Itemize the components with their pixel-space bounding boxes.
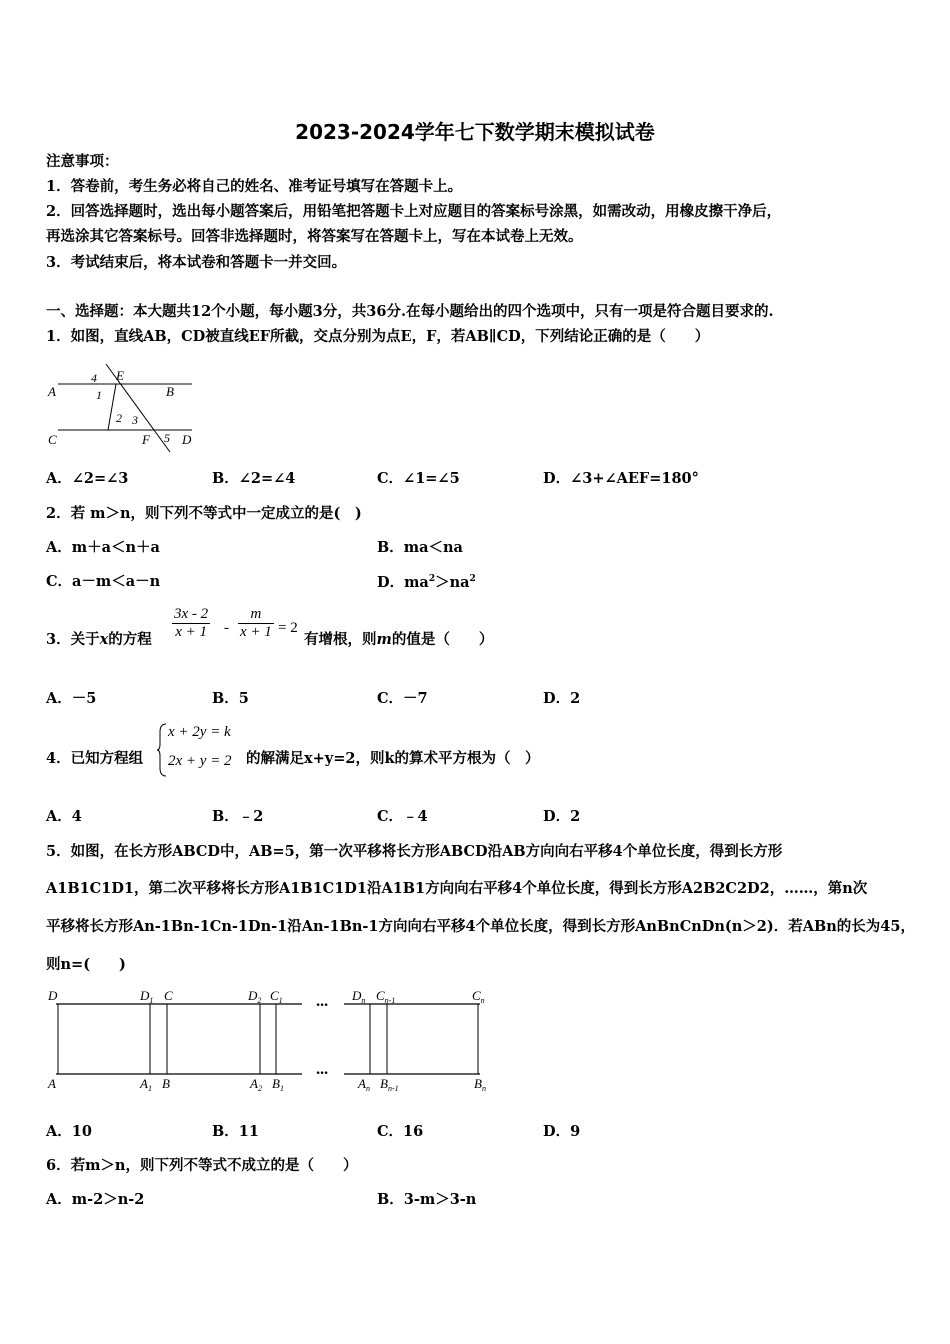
q2-option-a[interactable]: A．m＋a＜n＋a <box>46 539 160 556</box>
q3-suffix1: 有增根，则 <box>304 631 377 648</box>
q4-option-c[interactable]: C．﹣4 <box>377 808 428 825</box>
superscript: 2 <box>428 574 436 584</box>
q2-option-d[interactable] <box>377 575 476 591</box>
q5-option-c[interactable]: C．16 <box>377 1123 424 1140</box>
notice-heading: 注意事项： <box>46 153 119 170</box>
q3-frac1-den: x + 1 <box>172 623 210 641</box>
ellipsis-top: ··· <box>316 997 328 1014</box>
question-4-prefix: 4．已知方程组 <box>46 750 144 767</box>
q2-option-d-right: ＞na <box>435 574 470 591</box>
q4-equation-1: x + 2y = k <box>168 724 231 740</box>
q3-mid: 的方程 <box>108 631 152 648</box>
label-angle-4: 4 <box>91 371 97 385</box>
label-Dn: $D_n$ <box>352 988 366 1005</box>
q5-option-b[interactable]: B．11 <box>212 1123 259 1140</box>
q3-var-x: x <box>99 631 109 648</box>
ellipsis-bottom: ··· <box>316 1065 328 1082</box>
q3-minus: - <box>224 620 229 636</box>
q3-frac1-num: 3x - 2 <box>174 606 209 622</box>
question-5-line-4: 则n=( ) <box>46 956 126 973</box>
label-A: A <box>48 384 56 399</box>
section-heading: 一、选择题：本大题共12个小题，每小题3分，共36分.在每小题给出的四个选项中，只有一项是符合题目要求的. <box>46 303 774 320</box>
label-B: B <box>162 1076 170 1091</box>
q4-option-b[interactable]: B．﹣2 <box>212 808 264 825</box>
q3-option-a[interactable]: A．－5 <box>46 690 97 707</box>
q3-var-m: m <box>376 631 392 648</box>
notice-item: 1．答卷前，考生务必将自己的姓名、准考证号填写在答题卡上。 <box>46 178 463 195</box>
question-2-stem: 2．若 m＞n，则下列不等式中一定成立的是( ) <box>46 505 362 522</box>
label-A1: $A_1$ <box>140 1076 152 1093</box>
label-C: C <box>48 432 57 447</box>
label-Bn: $B_n$ <box>474 1076 486 1093</box>
q3-fraction-2 <box>238 606 274 641</box>
q5-option-a[interactable]: A．10 <box>46 1123 92 1140</box>
question-4-suffix: 的解满足x+y=2，则k的算术平方根为（ ） <box>246 750 540 767</box>
q4-option-a[interactable]: A．4 <box>46 808 82 825</box>
q1-option-a[interactable]: A．∠2=∠3 <box>46 470 129 487</box>
q1-option-c[interactable]: C．∠1=∠5 <box>377 470 460 487</box>
label-An: $A_n$ <box>358 1076 370 1093</box>
q3-suffix2: 的值是（ ） <box>391 631 494 648</box>
label-D: D <box>48 988 58 1003</box>
label-F: F <box>142 432 150 447</box>
superscript: 2 <box>469 574 476 584</box>
label-A2: $A_2$ <box>250 1076 262 1093</box>
q3-frac2-num: m <box>250 606 262 622</box>
label-B1: $B_1$ <box>272 1076 284 1093</box>
notice-item: 2．回答选择题时，选出每小题答案后，用铅笔把答题卡上对应题目的答案标号涂黑，如需改动，用橡皮擦干净后， <box>46 203 782 220</box>
label-angle-2: 2 <box>116 411 122 425</box>
notice-item: 3．考试结束后，将本试卷和答题卡一并交回。 <box>46 254 347 271</box>
q3-option-d[interactable]: D．2 <box>543 690 581 707</box>
notice-item: 再选涂其它答案标号。回答非选择题时，将答案写在答题卡上，写在本试卷上无效。 <box>46 228 583 245</box>
q2-option-b[interactable]: B．ma＜na <box>377 539 463 556</box>
question-1-stem: 1．如图，直线AB，CD被直线EF所截，交点分别为点E，F，若AB∥CD，下列结论正确的是（ ） <box>46 328 710 345</box>
label-angle-5: 5 <box>164 431 170 445</box>
q3-option-c[interactable]: C．－7 <box>377 690 428 707</box>
label-angle-3: 3 <box>132 413 138 427</box>
label-A: A <box>48 1076 56 1091</box>
q4-equation-2: 2x + y = 2 <box>168 753 232 769</box>
q3-prefix: 3．关于 <box>46 631 100 648</box>
label-angle-1: 1 <box>96 388 102 402</box>
question-3-suffix <box>304 633 493 648</box>
q2-option-c[interactable]: C．a－m＜a－n <box>46 573 161 590</box>
label-Cn: $C_n$ <box>472 988 485 1005</box>
q3-frac2-den: x + 1 <box>240 624 272 640</box>
question-5-line-2: A1B1C1D1，第二次平移将长方形A1B1C1D1沿A1B1方向向右平移4个单位长度，得到长方形A2B2C2D2，……，第n次 <box>46 880 868 897</box>
label-D: D <box>182 432 192 447</box>
label-D1: $D_1$ <box>140 988 154 1005</box>
q6-option-a[interactable]: A．m-2＞n-2 <box>46 1191 145 1208</box>
label-Bn-1: $B_{n-1}$ <box>380 1076 399 1093</box>
question-6-stem: 6．若m＞n，则下列不等式不成立的是（ ） <box>46 1157 358 1174</box>
label-C: C <box>164 988 173 1003</box>
question-5-line-3: 平移将长方形An-1Bn-1Cn-1Dn-1沿An-1Bn-1方向向右平移4个单位长度，得到长方形AnBnCnDn(n＞2)．若ABn的长为45， <box>46 918 915 935</box>
question-5-line-1: 5．如图，在长方形ABCD中，AB=5，第一次平移将长方形ABCD沿AB方向向右平移4个单位长度，得到长方形 <box>46 843 783 860</box>
q6-option-b[interactable]: B．3-m＞3-n <box>377 1191 477 1208</box>
q3-option-b[interactable]: B．5 <box>212 690 249 707</box>
q4-option-d[interactable]: D．2 <box>543 808 581 825</box>
q3-fraction-1 <box>172 606 210 641</box>
label-D2: $D_2$ <box>248 988 262 1005</box>
brace-icon <box>156 722 168 778</box>
q5-option-d[interactable]: D．9 <box>543 1123 581 1140</box>
label-C1: $C_1$ <box>270 988 283 1005</box>
q2-option-d-left: D．ma <box>377 574 429 591</box>
label-Cn-1: $C_{n-1}$ <box>376 988 396 1005</box>
question-3-stem <box>46 633 152 648</box>
q1-option-d[interactable]: D．∠3+∠AEF=180° <box>543 470 699 487</box>
label-B: B <box>166 384 174 399</box>
question-1-figure <box>44 356 204 456</box>
q1-option-b[interactable]: B．∠2=∠4 <box>212 470 296 487</box>
page-title: 2023-2024学年七下数学期末模拟试卷 <box>295 120 655 144</box>
label-E: E <box>116 368 124 383</box>
question-5-figure <box>44 986 504 1096</box>
q3-equals: = 2 <box>278 620 298 636</box>
